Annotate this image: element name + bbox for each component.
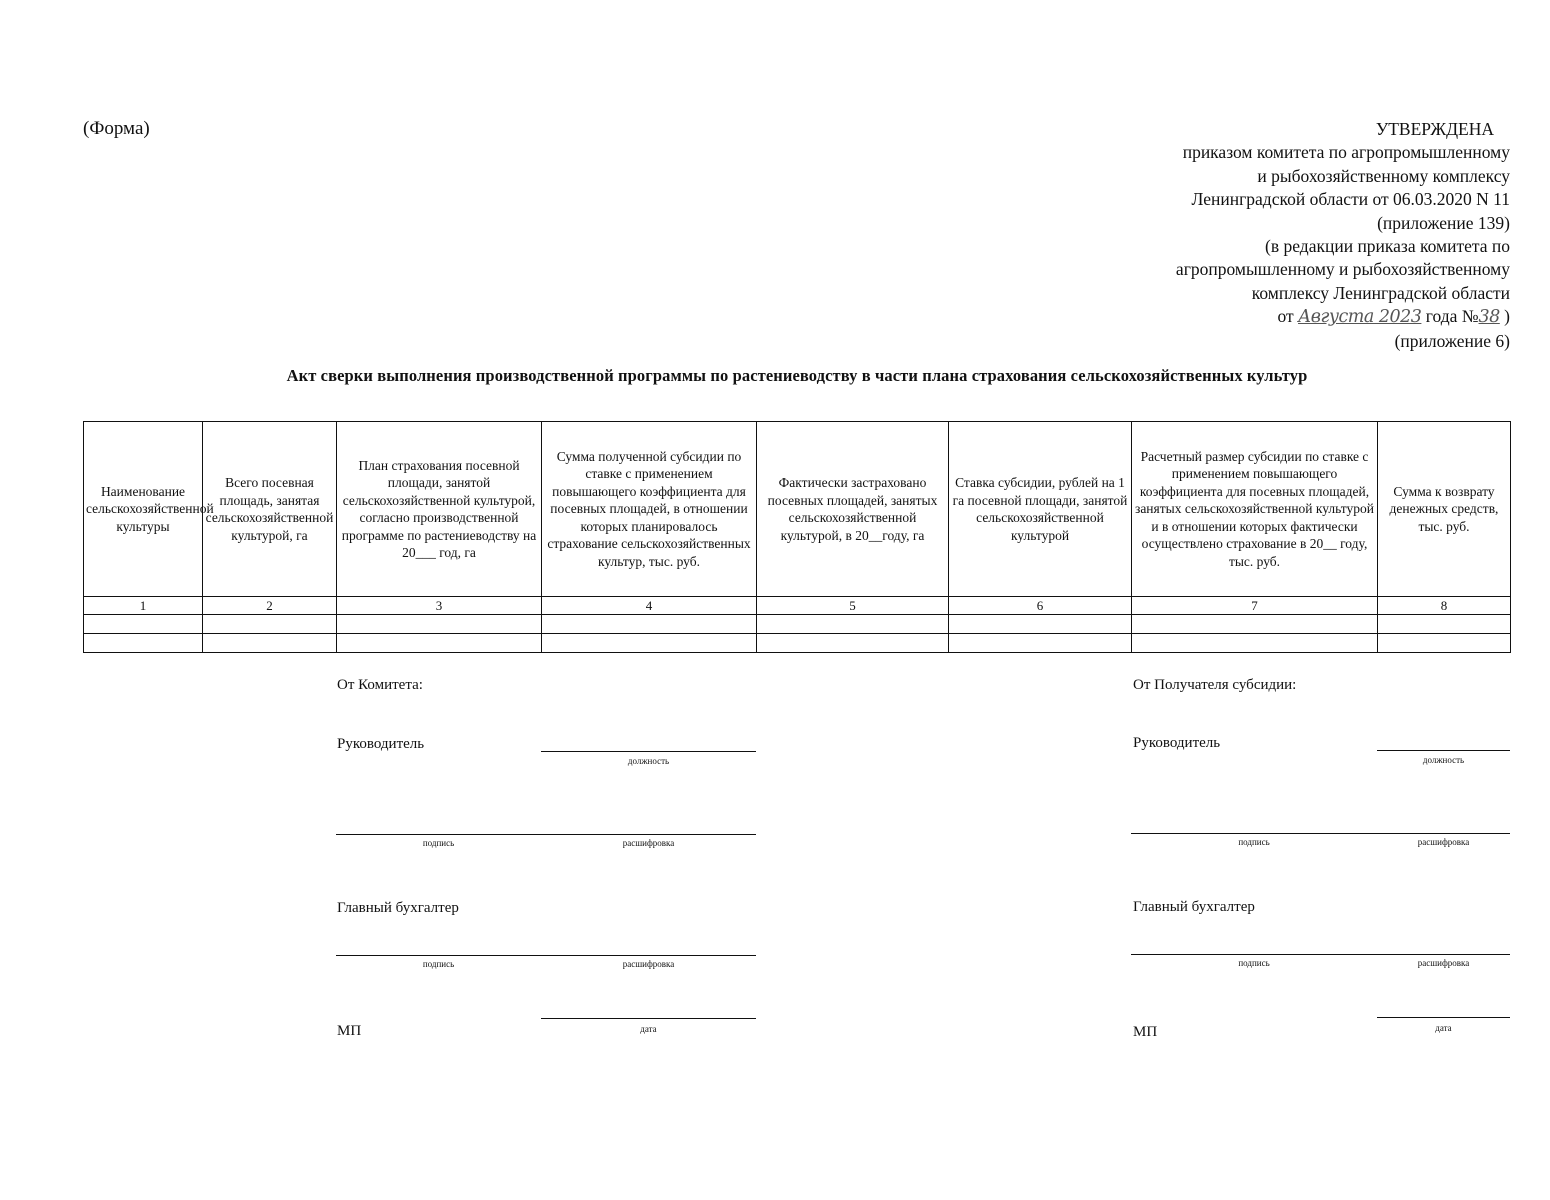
empty-cell[interactable] bbox=[757, 634, 949, 653]
column-number-row bbox=[84, 597, 1511, 615]
column-header: Расчетный размер субсидии по ставке с применением повышающего коэффициента для посевных площадей, занятых сельскохозяйственной культурой и в отношении которых фактически осуществлено страхование в 20__ году, тыс. руб. bbox=[1132, 422, 1378, 597]
empty-cell[interactable] bbox=[203, 615, 337, 634]
reconciliation-table bbox=[83, 421, 1511, 653]
recipient-date-caption: дата bbox=[1435, 1023, 1452, 1033]
column-number: 8 bbox=[1378, 597, 1511, 615]
column-header: План страхования посевной площади, занятой сельскохозяйственной культурой, согласно производственной программе по растениеводству на 20___ год, га bbox=[337, 422, 542, 597]
committee-accountant-signature-line[interactable] bbox=[336, 955, 756, 956]
handwritten-date: Августа 2023 bbox=[1298, 307, 1422, 328]
recipient-signature-caption: подпись bbox=[1238, 837, 1270, 847]
recipient-accountant-label: Главный бухгалтер bbox=[1133, 899, 1255, 915]
empty-cell[interactable] bbox=[203, 634, 337, 653]
column-number: 2 bbox=[203, 597, 337, 615]
column-header: Ставка субсидии, рублей на 1 га посевной площади, занятой сельскохозяйственной культурой bbox=[949, 422, 1132, 597]
committee-accountant-signature-caption: подпись bbox=[422, 959, 455, 969]
amendment-date-line bbox=[1030, 305, 1510, 329]
column-header: Фактически застраховано посевных площадей, занятых сельскохозяйственной культурой, в 20__году, га bbox=[757, 422, 949, 597]
approval-line: УТВЕРЖДЕНА bbox=[1375, 119, 1494, 139]
close-paren: ) bbox=[1499, 306, 1510, 327]
recipient-heading: От Получателя субсидии: bbox=[1133, 677, 1297, 693]
empty-cell[interactable] bbox=[949, 634, 1132, 653]
column-header: Сумма полученной субсидии по ставке с применением повышающего коэффициента для посевных площадей, в отношении которых планировалось страхование сельскохозяйственных культур, тыс. руб. bbox=[542, 422, 757, 597]
recipient-date-line[interactable] bbox=[1377, 1017, 1510, 1018]
recipient-stamp-label: МП bbox=[1133, 1024, 1158, 1040]
approval-block bbox=[1030, 118, 1510, 353]
committee-stamp-label: МП bbox=[337, 1023, 362, 1039]
year-number-text: года № bbox=[1421, 306, 1479, 327]
empty-cell[interactable] bbox=[337, 615, 542, 634]
committee-heading: От Комитета: bbox=[337, 677, 423, 693]
empty-cell[interactable] bbox=[542, 634, 757, 653]
empty-cell[interactable] bbox=[1132, 615, 1378, 634]
recipient-accountant-signature-line[interactable] bbox=[1131, 954, 1510, 955]
column-number: 6 bbox=[949, 597, 1132, 615]
column-header: Наименование сельскохозяйственной культуры bbox=[84, 422, 203, 597]
empty-cell[interactable] bbox=[949, 615, 1132, 634]
recipient-position-line[interactable] bbox=[1377, 750, 1510, 751]
approval-line: комплексу Ленинградской области bbox=[1251, 282, 1510, 303]
empty-cell[interactable] bbox=[1378, 615, 1511, 634]
committee-signature-line[interactable] bbox=[336, 834, 756, 835]
recipient-position-caption: должность bbox=[1422, 755, 1465, 765]
committee-position-caption: должность bbox=[627, 756, 670, 766]
table-header-row bbox=[84, 422, 1511, 597]
column-header: Сумма к возврату денежных средств, тыс. руб. bbox=[1378, 422, 1511, 597]
recipient-accountant-decode-caption: расшифровка bbox=[1417, 958, 1470, 968]
document-title: Акт сверки выполнения производственной программы по растениеводству в части плана страхования сельскохозяйственных культур bbox=[286, 366, 1308, 385]
empty-cell[interactable] bbox=[337, 634, 542, 653]
empty-cell[interactable] bbox=[542, 615, 757, 634]
empty-cell[interactable] bbox=[84, 634, 203, 653]
column-number: 3 bbox=[337, 597, 542, 615]
column-header: Всего посевная площадь, занятая сельскохозяйственной культурой, га bbox=[203, 422, 337, 597]
approval-line: приказом комитета по агропромышленному bbox=[1182, 142, 1510, 163]
column-number: 5 bbox=[757, 597, 949, 615]
form-label: (Форма) bbox=[83, 118, 150, 139]
from-prefix: от bbox=[1277, 306, 1299, 327]
committee-accountant-label: Главный бухгалтер bbox=[337, 900, 459, 916]
approval-line: агропромышленному и рыбохозяйственному bbox=[1175, 259, 1510, 280]
column-number: 4 bbox=[542, 597, 757, 615]
approval-line: Ленинградской области от 06.03.2020 N 11 bbox=[1191, 189, 1510, 210]
column-number: 1 bbox=[84, 597, 203, 615]
committee-head-label: Руководитель bbox=[337, 736, 425, 752]
committee-accountant-decode-caption: расшифровка bbox=[622, 959, 675, 969]
table-row bbox=[84, 634, 1511, 653]
committee-date-caption: дата bbox=[640, 1024, 657, 1034]
committee-signature-caption: подпись bbox=[422, 838, 455, 848]
empty-cell[interactable] bbox=[1378, 634, 1511, 653]
recipient-signature-line[interactable] bbox=[1131, 833, 1510, 834]
recipient-decode-caption: расшифровка bbox=[1417, 837, 1470, 847]
empty-cell[interactable] bbox=[757, 615, 949, 634]
committee-decode-caption: расшифровка bbox=[622, 838, 675, 848]
empty-cell[interactable] bbox=[1132, 634, 1378, 653]
handwritten-number: 38 bbox=[1478, 307, 1500, 328]
table-row bbox=[84, 615, 1511, 634]
recipient-accountant-signature-caption: подпись bbox=[1238, 958, 1270, 968]
column-number: 7 bbox=[1132, 597, 1378, 615]
committee-position-line[interactable] bbox=[541, 751, 756, 752]
approval-line: (в редакции приказа комитета по bbox=[1265, 236, 1510, 257]
approval-line: и рыбохозяйственному комплексу bbox=[1257, 165, 1510, 186]
empty-cell[interactable] bbox=[84, 615, 203, 634]
recipient-head-label: Руководитель bbox=[1133, 735, 1221, 751]
appendix-line: (приложение 6) bbox=[1394, 330, 1510, 351]
committee-date-line[interactable] bbox=[541, 1018, 756, 1019]
approval-line: (приложение 139) bbox=[1377, 212, 1510, 233]
